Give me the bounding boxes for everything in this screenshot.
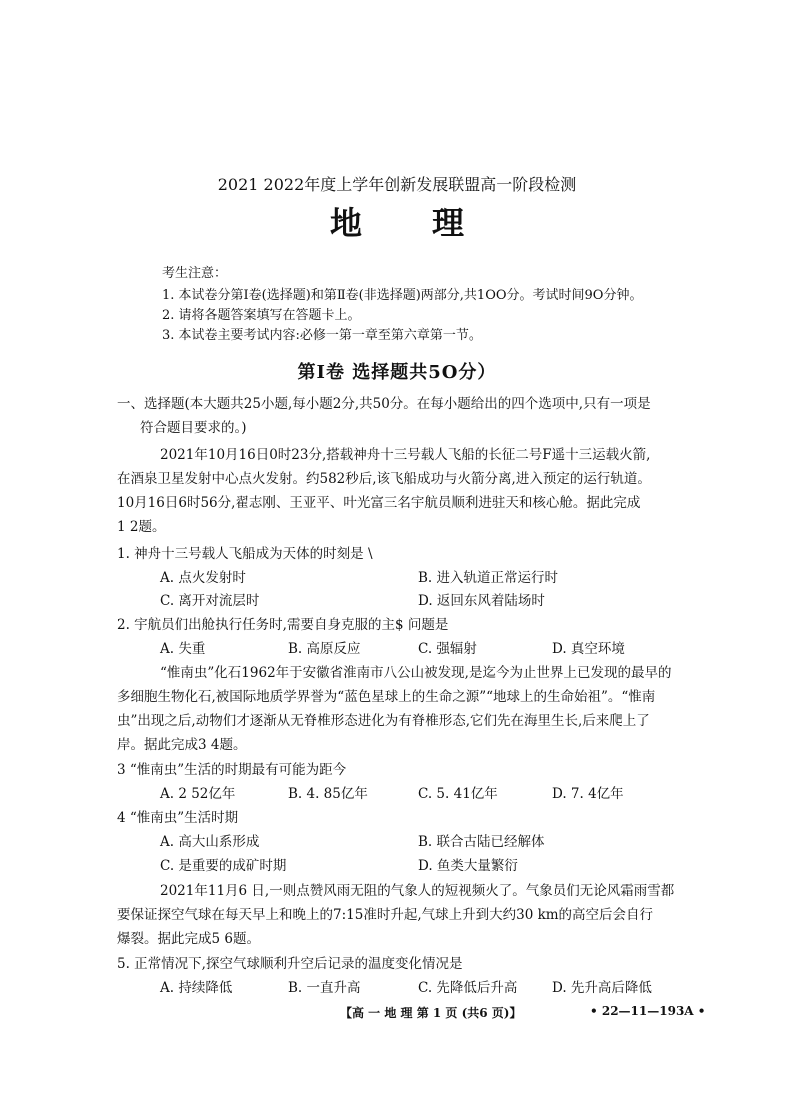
subject-char-2: 理	[432, 204, 465, 242]
question-4-option-c: C. 是重要的成矿时期	[160, 858, 287, 874]
notes-heading: 考生注意：	[162, 266, 228, 281]
question-2-option-d: D. 真空环境	[552, 641, 625, 657]
passage-line: 1 2题。	[117, 519, 166, 535]
section-instruction-cont: 符合题目要求的。)	[140, 420, 247, 436]
section-instruction: 一、选择题(本大题共25小题,每小题2分,共50分。在每小题给出的四个选项中,只有一项是	[117, 396, 651, 412]
question-5-option-b: B. 一直升高	[288, 980, 361, 996]
passage-line: 岸。据此完成3 4题。	[117, 737, 247, 753]
passage-line: 虫”出现之后,动物们才逐渐从无脊椎形态进化为有脊椎形态,它们先在海里生长,后来爬上了	[117, 713, 650, 729]
exam-title: 2021 2022年度上学年创新发展联盟高一阶段检测	[217, 175, 577, 194]
question-3-option-d: D. 7. 4亿年	[552, 786, 624, 802]
question-4-option-d: D. 鱼类大量繁衍	[418, 858, 518, 874]
question-4-stem: 4 “惟南虫”生活时期	[117, 810, 239, 826]
question-3-option-b: B. 4. 85亿年	[288, 786, 368, 802]
passage-line: 要保证探空气球在每天早上和晚上的7:15准时升起,气球上升到大约30 km的高空后会自行	[117, 907, 654, 923]
question-2-option-b: B. 高原反应	[288, 641, 361, 657]
passage-line: 2021年11月6 日,一则点赞风雨无阻的气象人的短视频火了。气象员们无论风霜雨雪都	[160, 883, 675, 899]
note-item: 1. 本试卷分第Ⅰ卷(选择题)和第Ⅱ卷(非选择题)两部分,共1OO分。考试时间9O分钟。	[162, 288, 643, 303]
question-4-option-b: B. 联合古陆已经解体	[418, 834, 545, 850]
passage-line: “惟南虫”化石1962年于安徽省淮南市八公山被发现,是迄今为止世界上已发现的最早的	[160, 665, 672, 681]
section-title: 第Ⅰ卷 选择题共5O分）	[297, 362, 497, 383]
question-2-option-c: C. 强辐射	[418, 641, 477, 657]
question-5-stem: 5. 正常情况下,探空气球顺利升空后记录的温度变化情况是	[117, 956, 463, 972]
question-1-option-c: C. 离开对流层时	[160, 593, 260, 609]
question-1-option-d: D. 返回东风着陆场时	[418, 593, 545, 609]
page-footer-code: • 22—11—193A •	[590, 1004, 706, 1018]
passage-line: 在酒泉卫星发射中心点火发射。约582秒后,该飞船成功与火箭分离,进入预定的运行轨道。	[117, 471, 651, 487]
passage-line: 2021年10月16日0时23分,搭载神舟十三号载人飞船的长征二号F遥十三运载火箭,	[160, 447, 651, 463]
note-item: 2. 请将各题答案填写在答题卡上。	[162, 308, 361, 323]
subject-char-1: 地	[329, 204, 362, 242]
passage-line: 多细胞生物化石,被国际地质学界誉为“蓝色星球上的生命之源”“地球上的生命始祖”。“惟南	[117, 689, 656, 705]
question-1-option-b: B. 进入轨道正常运行时	[418, 570, 559, 586]
subject-title	[0, 198, 794, 244]
question-3-stem: 3 “惟南虫”生活的时期最有可能为距今	[117, 762, 347, 778]
question-3-option-c: C. 5. 41亿年	[418, 786, 498, 802]
question-5-option-d: D. 先升高后降低	[552, 980, 652, 996]
question-5-option-a: A. 持续降低	[160, 980, 233, 996]
question-2-option-a: A. 失重	[160, 641, 206, 657]
note-item: 3. 本试卷主要考试内容:必修一第一章至第六章第一节。	[162, 328, 482, 343]
passage-line: 爆裂。据此完成5 6题。	[117, 931, 260, 947]
question-3-option-a: A. 2 52亿年	[160, 786, 236, 802]
question-1-option-a: A. 点火发射时	[160, 570, 246, 586]
page-footer-label: 【高 一 地 理 第 1 页 (共6 页)】	[340, 1006, 522, 1020]
question-5-option-c: C. 先降低后升高	[418, 980, 518, 996]
question-4-option-a: A. 高大山系形成	[160, 834, 260, 850]
question-1-stem: 1. 神舟十三号载人飞船成为天体的时刻是 \	[117, 546, 373, 562]
question-2-stem: 2. 宇航员们出舱执行任务时,需要自身克服的主$ 问题是	[117, 617, 449, 633]
passage-line: 10月16日6时56分,翟志刚、王亚平、叶光富三名宇航员顺利进驻天和核心舱。据此完成	[117, 495, 641, 511]
